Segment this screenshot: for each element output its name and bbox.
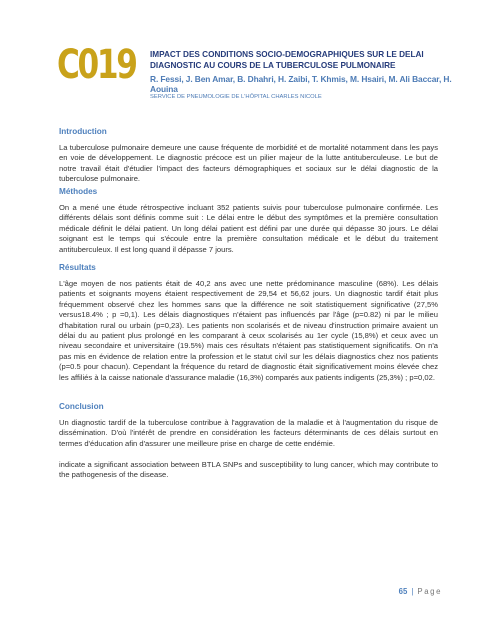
paragraph-introduction: La tuberculose pulmonaire demeure une cause fréquente de morbidité et de mortalité notamment dans les pays en voie de développement. Le diagnostic précoce est un pilier majeur de la lutte antituberculeuse. Le but de notre travail était d'étudier l'impact des facteurs démographiques et sociaux sur le délai diagnostic de la tuberculose pulmonaire.: [59, 143, 438, 184]
paragraph-methodes: On a mené une étude rétrospective incluant 352 patients suivis pour tuberculose pulmonaire confirmée. Les différents délais sont définis comme suit : Le délai entre le début des symptômes et la première consultation médicale définit le délai patient. Un long délai patient est défini par une durée qui dépasse 30 jours. Le délai soignant est le temps qui s'écoule entre la première consultation médicale et le début du traitement antituberculeux. Il est long quand il dépasse 7 jours.: [59, 203, 438, 254]
affiliation: SERVICE DE PNEUMOLOGIE DE L'HÔPITAL CHARLES NICOLE: [150, 94, 322, 100]
author-list: R. Fessi, J. Ben Amar, B. Dhahri, H. Zaibi, T. Khmis, M. Hsairi, M. Ali Baccar, H. Aouina: [150, 74, 452, 94]
heading-methodes: Méthodes: [59, 187, 98, 196]
abstract-title: IMPACT DES CONDITIONS SOCIO-DEMOGRAPHIQUES SUR LE DELAI DIAGNOSTIC AU COURS DE LA TUBERCULOSE PULMONAIRE: [150, 50, 424, 70]
page-footer: [399, 587, 442, 596]
heading-introduction: Introduction: [59, 127, 107, 136]
paragraph-extra: indicate a significant association between BTLA SNPs and susceptibility to lung cancer, which may contribute to the pathogenesis of the disease.: [59, 460, 438, 480]
page-label: Page: [417, 587, 442, 596]
heading-conclusion: Conclusion: [59, 402, 104, 411]
abstract-code: C019: [57, 42, 136, 88]
paragraph-resultats: L'âge moyen de nos patients était de 40,2 ans avec une nette prédominance masculine (68%). Les délais patients et soignants moyens étaient respectivement de 29,54 et 56,62 jours. Un diagnostic tardif était plus fréquemment observé chez les hommes sans que la différence ne soit statistiquement significative (27,5% versus18.4% ; p =0,1). Les délais diagnostiques n'étaient pas influencés par l'âge (p=0.82) ni par le milieu d'habitation rural ou urbain (p=0,23). Les patients non scolarisés et de niveau d'instruction primaire avaient un délai du au patient plus prolongé en les comparant à ceux scolarisés au 1er cycle (15,8%) et ceux avec un niveau secondaire et universitaire (19.5%) mais ces résultats n'étaient pas statistiquement significatifs. On n'a pas mis en évidence de relation entre la profession et le statut civil sur les délais diagnostics chez nos patients (p=0.5 pour chacun). Cependant la fréquence du retard de diagnostic était significativement moins élevée chez les affiliés à la caisse nationale d'assurance maladie (16,3%) comparés aux patients indigents (25,3%) ; p=0,02.: [59, 279, 438, 382]
footer-separator: |: [411, 587, 414, 596]
page-number: 65: [398, 587, 408, 596]
paragraph-conclusion: Un diagnostic tardif de la tuberculose contribue à l'aggravation de la maladie et à l'augmentation du risque de dissémination. D'où l'intérêt de prendre en considération les facteurs déterminants de ces délais surtout en termes d'éducation afin d'assurer une meilleure prise en charge de cette endémie.: [59, 418, 438, 448]
heading-resultats: Résultats: [59, 263, 96, 272]
